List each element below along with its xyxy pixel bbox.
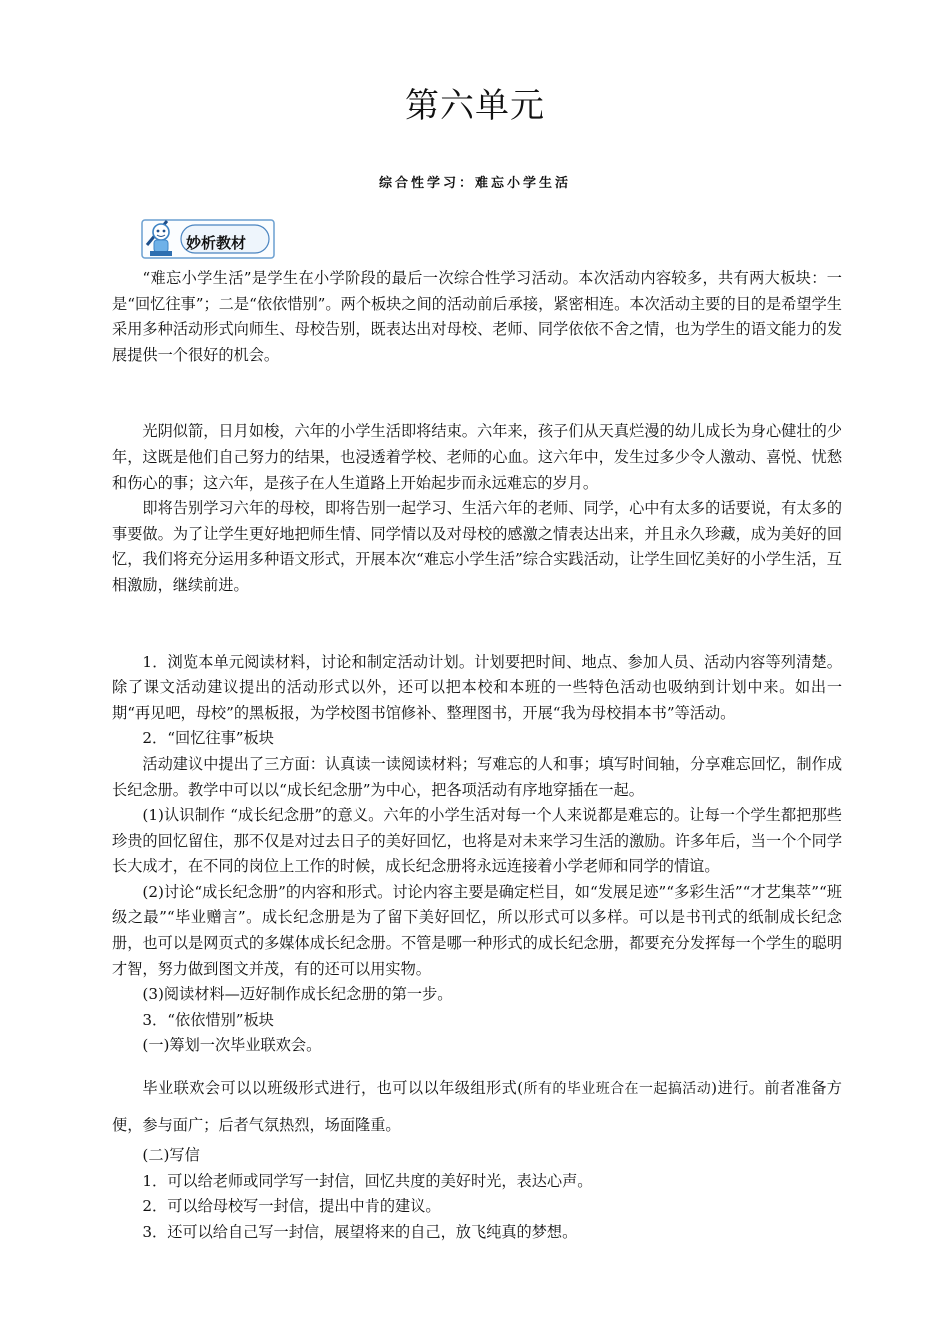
paragraph: 光阴似箭，日月如梭，六年的小学生活即将结束。六年来，孩子们从天真烂漫的幼儿成长为身心健壮的少年，这既是他们自己努力的结果，也浸透着学校、老师的心血。这六年中，发生过多少令人激动、喜悦、忧愁和伤心的事；这六年，是孩子在人生道路上开始起步而永远难忘的岁月。	[112, 422, 842, 492]
body-text	[112, 266, 842, 1245]
paragraph: 即将告别学习六年的母校，即将告别一起学习、生活六年的老师、同学，心中有太多的话要说，有太多的事要做。为了让学生更好地把师生情、同学情以及对母校的感激之情表达出来，并且永久珍藏，成为美好的回忆，我们将充分运用多种语文形式，开展本次“难忘小学生活”综合实践活动，让学生回忆美好的小学生活，互相激励，继续前进。	[112, 499, 842, 594]
paragraph: 1．浏览本单元阅读材料，讨论和制定活动计划。计划要把时间、地点、参加人员、活动内容等列清楚。除了课文活动建议提出的活动形式以外，还可以把本校和本班的一些特色活动也吸纳到计划中来。如出一期“再见吧，母校”的黑板报，为学校图书馆修补、整理图书，开展“我为母校捐本书”等活动。	[112, 652, 842, 722]
intro-paragraph: “难忘小学生活”是学生在小学阶段的最后一次综合性学习活动。本次活动内容较多，共有两大板块：一是“回忆往事”；二是“依依惜别”。两个板块之间的活动前后承接，紧密相连。本次活动主要的目的是希望学生采用多种活动形式向师生、母校告别，既表达出对母校、老师、同学依依不舍之情，也为学生的语文能力的发展提供一个很好的机会。	[112, 269, 842, 364]
list-item: 1．可以给老师或同学写一封信，回忆共度的美好时光，表达心声。	[142, 1171, 593, 1190]
party-highlight: 所有的毕业班合在一起搞活动	[523, 1081, 712, 1098]
party-paragraph	[112, 1070, 842, 1143]
paragraph: (2)讨论“成长纪念册”的内容和形式。讨论内容主要是确定栏目，如“发展足迹”“多彩生活”“才艺集萃”“班级之最”“毕业赠言”。成长纪念册是为了留下美好回忆，所以形式可以多样。可以是书刊式的纸制成长纪念册，也可以是网页式的多媒体成长纪念册。不管是哪一种形式的成长纪念册，都要充分发挥每一个学生的聪明才智，努力做到图文并茂，有的还可以用实物。	[112, 882, 842, 978]
paragraph: (一)筹划一次毕业联欢会。	[142, 1036, 322, 1055]
paragraph: (3)阅读材料—迈好制作成长纪念册的第一步。	[142, 985, 453, 1004]
party-text: 毕业联欢会可以以班级形式进行，也可以以年级组形式(	[142, 1079, 524, 1098]
paragraph: 活动建议中提出了三方面：认真读一读阅读材料；写难忘的人和事；填写时间轴，分享难忘回忆，制作成长纪念册。教学中可以以“成长纪念册”为中心，把各项活动有序地穿插在一起。	[112, 754, 842, 799]
list-item: 2．可以给母校写一封信，提出中肯的建议。	[142, 1197, 441, 1216]
party-text: )进行。前者准备方便，参与面广；后者气氛热烈，场面隆重。	[112, 1079, 842, 1135]
paragraph: (二)写信	[142, 1146, 200, 1165]
section-subtitle: 综合性学习：难忘小学生活	[378, 176, 571, 191]
badge-label: 妙析教材	[186, 234, 247, 252]
section-heading: 2．“回忆往事”板块	[142, 729, 274, 748]
list-item: 3．还可以给自己写一封信，展望将来的自己，放飞纯真的梦想。	[142, 1222, 578, 1241]
paragraph: (1)认识制作 “成长纪念册”的意义。六年的小学生活对每一个人来说都是难忘的。让每一个学生都把那些珍贵的回忆留住，那不仅是对过去日子的美好回忆，也将是对未来学习生活的激励。许多年后，当一个个同学长大成才，在不同的岗位上工作的时候，成长纪念册将永远连接着小学老师和同学的情谊。	[112, 806, 842, 876]
section-heading: 3．“依依惜别”板块	[142, 1010, 274, 1029]
page-title: 第六单元	[405, 86, 545, 126]
